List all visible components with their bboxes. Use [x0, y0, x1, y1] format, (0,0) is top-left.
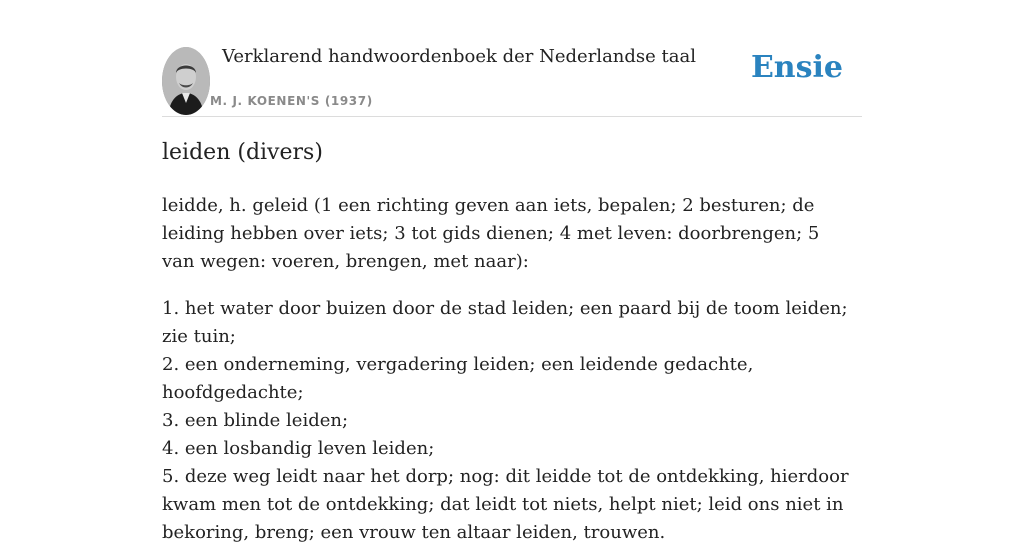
- example-line: 2. een onderneming, vergadering leiden; een leidende gedachte, hoofdgedachte;: [162, 354, 754, 403]
- example-line: 3. een blinde leiden;: [162, 410, 349, 431]
- entry-title: leiden (divers): [162, 140, 323, 165]
- header: [162, 0, 862, 117]
- definition-intro: leidde, h. geleid (1 een richting geven aan iets, bepalen; 2 besturen; de leiding hebben over iets; 3 tot gids dienen; 4 met leven: doorbrengen; 5 van wegen: voeren, brengen, met naar):: [162, 195, 820, 272]
- brand-logo-link[interactable]: Ensie: [750, 50, 843, 85]
- definition-examples: [162, 295, 852, 547]
- page: [162, 0, 862, 543]
- book-title: Verklarend handwoordenboek der Nederlandse taal: [222, 46, 696, 67]
- author-portrait: [162, 47, 210, 115]
- example-line: 1. het water door buizen door de stad leiden; een paard bij de toom leiden; zie tuin;: [162, 298, 848, 347]
- portrait-image-icon: [162, 47, 210, 115]
- example-line: 5. deze weg leidt naar het dorp; nog: dit leidde tot de ontdekking, hierdoor kwam men tot de ontdekking; dat leidt tot niets, helpt niet; leid ons niet in bekoring, breng; een vrouw ten altaar leiden, trouwen.: [162, 466, 849, 543]
- author-label: M. J. KOENEN'S (1937): [210, 94, 373, 108]
- example-line: 4. een losbandig leven leiden;: [162, 438, 435, 459]
